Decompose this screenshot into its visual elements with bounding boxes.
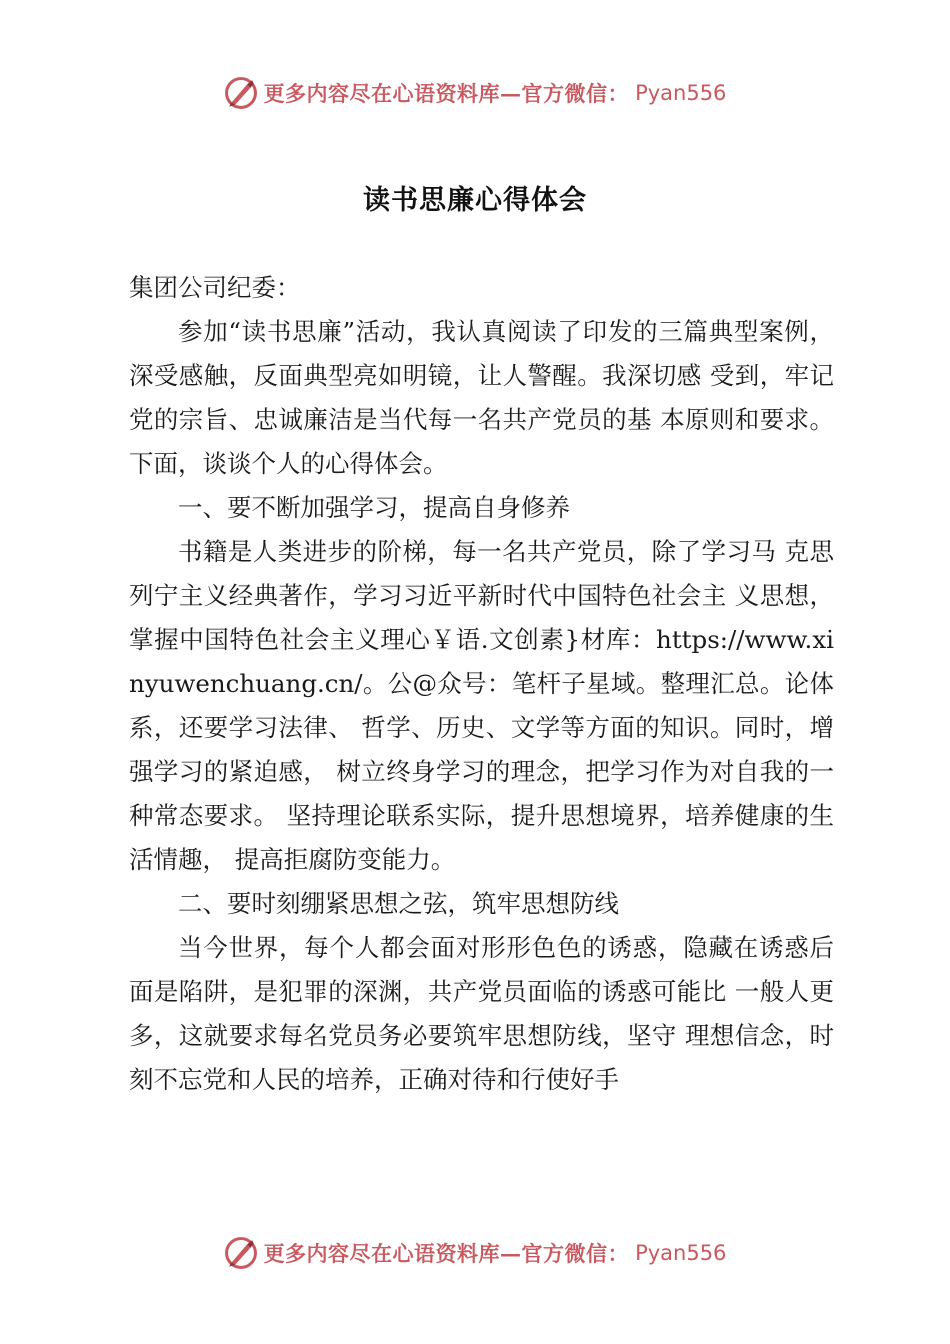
header-watermark — [0, 73, 950, 113]
watermark-text: 更多内容尽在心语资料库—官方微信： — [263, 1241, 630, 1266]
watermark-wechat-id: Pyan556 — [635, 81, 727, 105]
paragraph-section-2: 当今世界，每个人都会面对形形色色的诱惑，隐藏在诱惑后面是陷阱，是犯罪的深渊，共产党员面临的诱惑可能比 一般人更多，这就要求每名党员务必要筑牢思想防线，坚守 理想信念，时刻不忘党和人民的培养，正确对待和行使好手 — [129, 933, 834, 1094]
pen-logo-icon — [224, 76, 258, 110]
footer-watermark — [0, 1233, 950, 1273]
watermark-wechat-id: Pyan556 — [635, 1241, 727, 1265]
paragraph-section-1: 书籍是人类进步的阶梯，每一名共产党员，除了学习马 克思列宁主义经典著作，学习习近平新时代中国特色社会主 义思想，掌握中国特色社会主义理心￥语.文创素}材库：https://www.xinyuwenchuang.cn/。公@众号：笔杆子星域。整理汇总。论体系，还要学习法律、 哲学、历史、文学等方面的知识。同时，增强学习的紧迫感， 树立终身学习的理念，把学习作为对自我的一种常态要求。 坚持理论联系实际，提升思想境界，培养健康的生活情趣， 提高拒腐防变能力。 — [129, 537, 834, 874]
watermark-text: 更多内容尽在心语资料库—官方微信： — [263, 81, 630, 106]
paragraph-intro: 参加“读书思廉”活动，我认真阅读了印发的三篇典型案例，深受感触，反面典型亮如明镜，让人警醒。我深切感 受到，牢记党的宗旨、忠诚廉洁是当代每一名共产党员的基 本原则和要求。下面，谈谈个人的心得体会。 — [129, 317, 834, 478]
document-body — [129, 266, 834, 1102]
salutation: 集团公司纪委： — [129, 273, 301, 302]
pen-logo-icon — [224, 1236, 258, 1270]
heading-section-2: 二、要时刻绷紧思想之弦，筑牢思想防线 — [178, 889, 619, 918]
heading-section-1: 一、要不断加强学习，提高自身修养 — [178, 493, 570, 522]
document-title: 读书思廉心得体会 — [363, 185, 587, 216]
